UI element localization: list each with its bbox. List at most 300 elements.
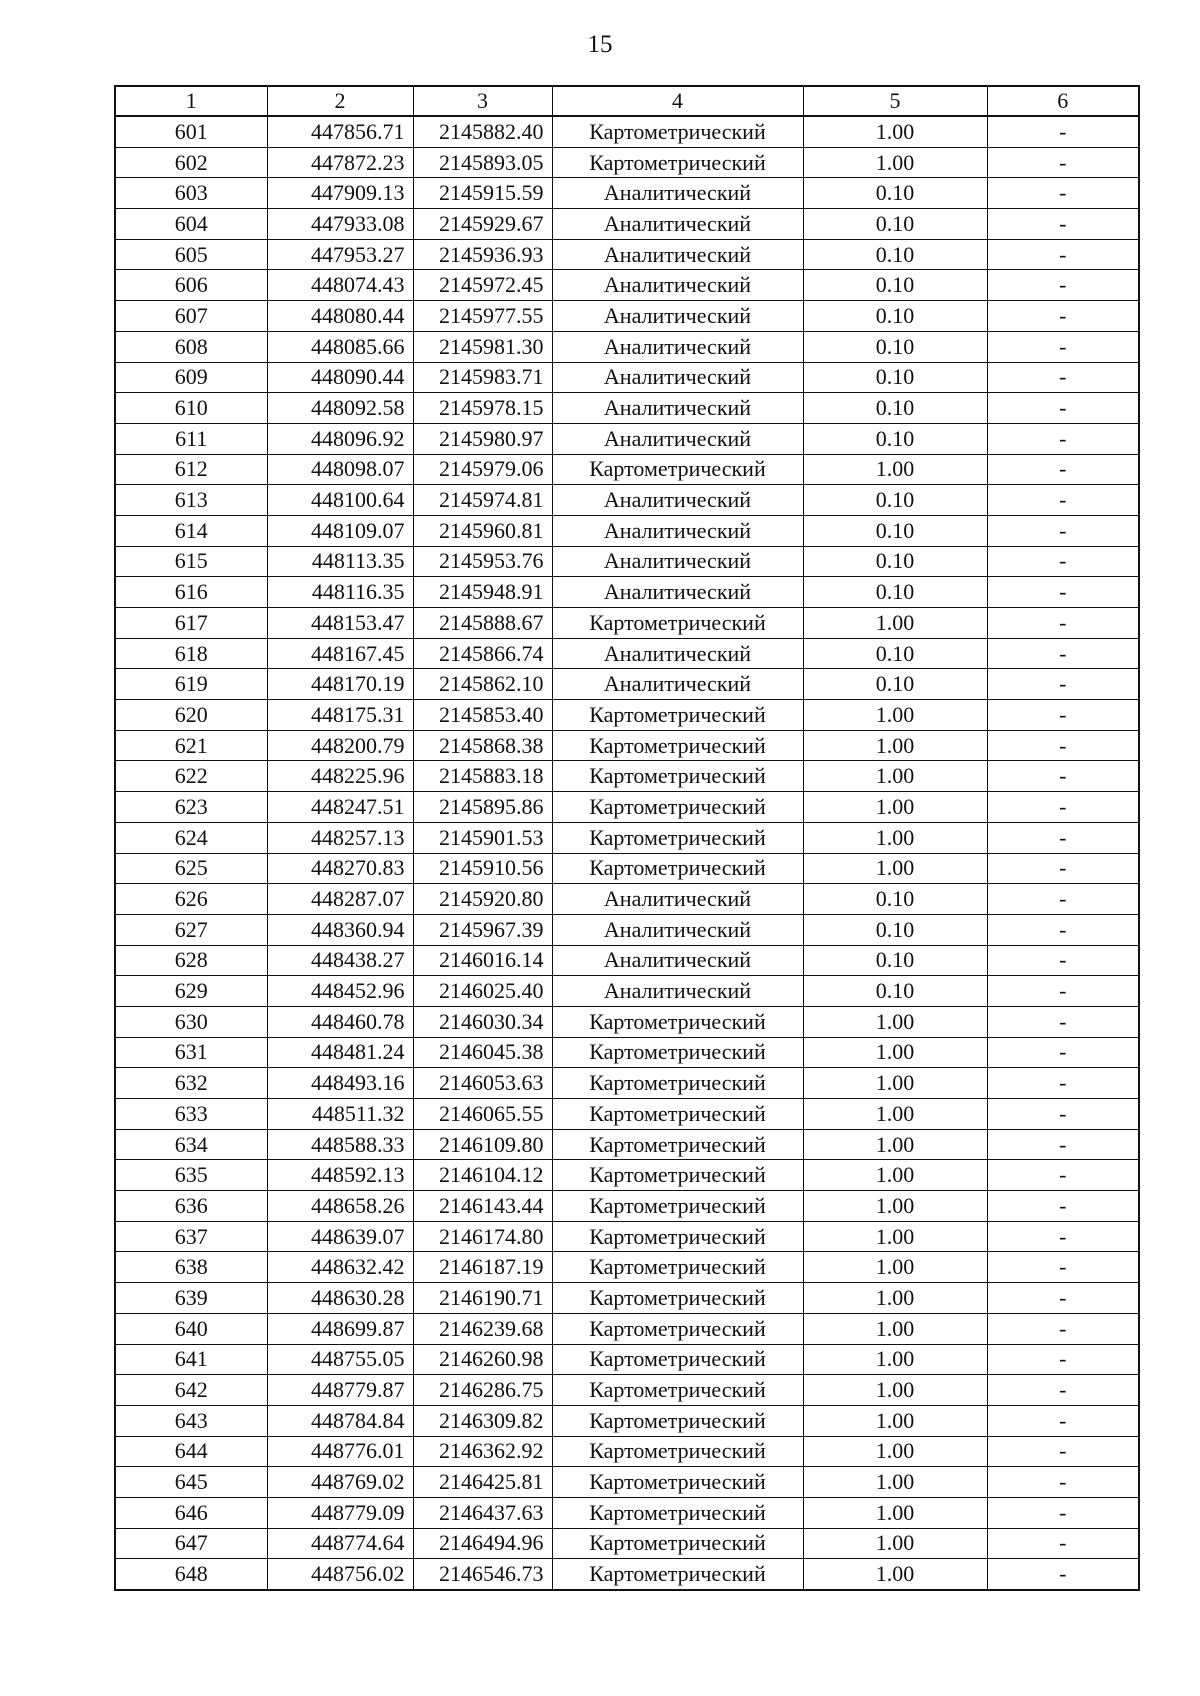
method-cell: Картометрический [552, 147, 803, 178]
method-cell: Аналитический [552, 638, 803, 669]
point-number-cell: 621 [115, 730, 267, 761]
point-number-cell: 633 [115, 1099, 267, 1130]
description-cell: - [987, 331, 1139, 362]
description-cell: - [987, 515, 1139, 546]
x-coordinate-cell: 447856.71 [267, 116, 413, 147]
method-cell: Картометрический [552, 1283, 803, 1314]
x-coordinate-cell: 448452.96 [267, 976, 413, 1007]
point-number-cell: 631 [115, 1037, 267, 1068]
y-coordinate-cell: 2146239.68 [413, 1313, 552, 1344]
method-cell: Аналитический [552, 884, 803, 915]
point-number-cell: 606 [115, 270, 267, 301]
description-cell: - [987, 1436, 1139, 1467]
y-coordinate-cell: 2146260.98 [413, 1344, 552, 1375]
method-cell: Картометрический [552, 1528, 803, 1559]
point-number-cell: 619 [115, 669, 267, 700]
x-coordinate-cell: 448632.42 [267, 1252, 413, 1283]
method-cell: Картометрический [552, 1221, 803, 1252]
point-number-cell: 637 [115, 1221, 267, 1252]
description-cell: - [987, 976, 1139, 1007]
accuracy-cell: 0.10 [803, 945, 987, 976]
table-row [115, 301, 1139, 332]
description-cell: - [987, 822, 1139, 853]
accuracy-cell: 0.10 [803, 209, 987, 240]
point-number-cell: 644 [115, 1436, 267, 1467]
method-cell: Картометрический [552, 1375, 803, 1406]
description-cell: - [987, 116, 1139, 147]
accuracy-cell: 1.00 [803, 792, 987, 823]
y-coordinate-cell: 2145901.53 [413, 822, 552, 853]
table-row [115, 945, 1139, 976]
y-coordinate-cell: 2145948.91 [413, 577, 552, 608]
table-body [115, 116, 1139, 1590]
x-coordinate-cell: 448153.47 [267, 608, 413, 639]
description-cell: - [987, 577, 1139, 608]
point-number-cell: 642 [115, 1375, 267, 1406]
column-header-5: 5 [803, 86, 987, 116]
y-coordinate-cell: 2145862.10 [413, 669, 552, 700]
accuracy-cell: 1.00 [803, 1037, 987, 1068]
method-cell: Картометрический [552, 700, 803, 731]
table-row [115, 1006, 1139, 1037]
point-number-cell: 601 [115, 116, 267, 147]
point-number-cell: 615 [115, 546, 267, 577]
column-header-6: 6 [987, 86, 1139, 116]
y-coordinate-cell: 2145882.40 [413, 116, 552, 147]
point-number-cell: 646 [115, 1497, 267, 1528]
y-coordinate-cell: 2146065.55 [413, 1099, 552, 1130]
y-coordinate-cell: 2145967.39 [413, 914, 552, 945]
y-coordinate-cell: 2145953.76 [413, 546, 552, 577]
point-number-cell: 611 [115, 423, 267, 454]
method-cell: Аналитический [552, 239, 803, 270]
column-header-4: 4 [552, 86, 803, 116]
method-cell: Картометрический [552, 116, 803, 147]
point-number-cell: 616 [115, 577, 267, 608]
accuracy-cell: 1.00 [803, 1559, 987, 1590]
method-cell: Аналитический [552, 362, 803, 393]
x-coordinate-cell: 448096.92 [267, 423, 413, 454]
method-cell: Аналитический [552, 546, 803, 577]
description-cell: - [987, 147, 1139, 178]
point-number-cell: 638 [115, 1252, 267, 1283]
method-cell: Картометрический [552, 792, 803, 823]
point-number-cell: 620 [115, 700, 267, 731]
description-cell: - [987, 730, 1139, 761]
table-row [115, 147, 1139, 178]
point-number-cell: 636 [115, 1191, 267, 1222]
x-coordinate-cell: 448779.09 [267, 1497, 413, 1528]
accuracy-cell: 1.00 [803, 761, 987, 792]
method-cell: Картометрический [552, 730, 803, 761]
x-coordinate-cell: 448784.84 [267, 1405, 413, 1436]
y-coordinate-cell: 2146190.71 [413, 1283, 552, 1314]
method-cell: Картометрический [552, 1467, 803, 1498]
description-cell: - [987, 884, 1139, 915]
y-coordinate-cell: 2145978.15 [413, 393, 552, 424]
table-row [115, 1528, 1139, 1559]
accuracy-cell: 1.00 [803, 1191, 987, 1222]
point-number-cell: 604 [115, 209, 267, 240]
x-coordinate-cell: 448100.64 [267, 485, 413, 516]
x-coordinate-cell: 447953.27 [267, 239, 413, 270]
method-cell: Картометрический [552, 1344, 803, 1375]
table-row [115, 485, 1139, 516]
table-row [115, 1313, 1139, 1344]
point-number-cell: 612 [115, 454, 267, 485]
x-coordinate-cell: 448085.66 [267, 331, 413, 362]
x-coordinate-cell: 448167.45 [267, 638, 413, 669]
x-coordinate-cell: 448116.35 [267, 577, 413, 608]
method-cell: Картометрический [552, 1068, 803, 1099]
table-row [115, 362, 1139, 393]
description-cell: - [987, 1528, 1139, 1559]
description-cell: - [987, 1068, 1139, 1099]
point-number-cell: 613 [115, 485, 267, 516]
point-number-cell: 603 [115, 178, 267, 209]
accuracy-cell: 1.00 [803, 454, 987, 485]
method-cell: Аналитический [552, 178, 803, 209]
table-row [115, 1497, 1139, 1528]
x-coordinate-cell: 448247.51 [267, 792, 413, 823]
accuracy-cell: 1.00 [803, 1375, 987, 1406]
method-cell: Аналитический [552, 914, 803, 945]
point-number-cell: 632 [115, 1068, 267, 1099]
description-cell: - [987, 301, 1139, 332]
method-cell: Аналитический [552, 669, 803, 700]
description-cell: - [987, 270, 1139, 301]
method-cell: Картометрический [552, 822, 803, 853]
accuracy-cell: 1.00 [803, 1283, 987, 1314]
description-cell: - [987, 914, 1139, 945]
accuracy-cell: 0.10 [803, 331, 987, 362]
point-number-cell: 627 [115, 914, 267, 945]
description-cell: - [987, 638, 1139, 669]
accuracy-cell: 1.00 [803, 700, 987, 731]
y-coordinate-cell: 2145893.05 [413, 147, 552, 178]
x-coordinate-cell: 448699.87 [267, 1313, 413, 1344]
table-row [115, 1436, 1139, 1467]
table-row [115, 638, 1139, 669]
description-cell: - [987, 1405, 1139, 1436]
method-cell: Аналитический [552, 331, 803, 362]
x-coordinate-cell: 448779.87 [267, 1375, 413, 1406]
method-cell: Картометрический [552, 1313, 803, 1344]
accuracy-cell: 1.00 [803, 1405, 987, 1436]
point-number-cell: 641 [115, 1344, 267, 1375]
accuracy-cell: 1.00 [803, 1129, 987, 1160]
y-coordinate-cell: 2145960.81 [413, 515, 552, 546]
accuracy-cell: 1.00 [803, 608, 987, 639]
description-cell: - [987, 1099, 1139, 1130]
description-cell: - [987, 669, 1139, 700]
point-number-cell: 605 [115, 239, 267, 270]
table-row [115, 608, 1139, 639]
y-coordinate-cell: 2145981.30 [413, 331, 552, 362]
table-row [115, 1191, 1139, 1222]
x-coordinate-cell: 448200.79 [267, 730, 413, 761]
table-row [115, 761, 1139, 792]
point-number-cell: 609 [115, 362, 267, 393]
y-coordinate-cell: 2146362.92 [413, 1436, 552, 1467]
table-row [115, 1221, 1139, 1252]
table-row [115, 853, 1139, 884]
accuracy-cell: 0.10 [803, 362, 987, 393]
y-coordinate-cell: 2145888.67 [413, 608, 552, 639]
x-coordinate-cell: 448639.07 [267, 1221, 413, 1252]
point-number-cell: 607 [115, 301, 267, 332]
y-coordinate-cell: 2145915.59 [413, 178, 552, 209]
table-row [115, 1129, 1139, 1160]
description-cell: - [987, 1129, 1139, 1160]
table-row [115, 1068, 1139, 1099]
accuracy-cell: 1.00 [803, 1068, 987, 1099]
y-coordinate-cell: 2145910.56 [413, 853, 552, 884]
table-row [115, 1252, 1139, 1283]
y-coordinate-cell: 2146174.80 [413, 1221, 552, 1252]
method-cell: Аналитический [552, 515, 803, 546]
x-coordinate-cell: 448511.32 [267, 1099, 413, 1130]
y-coordinate-cell: 2145883.18 [413, 761, 552, 792]
x-coordinate-cell: 448170.19 [267, 669, 413, 700]
description-cell: - [987, 853, 1139, 884]
method-cell: Аналитический [552, 270, 803, 301]
y-coordinate-cell: 2146143.44 [413, 1191, 552, 1222]
method-cell: Картометрический [552, 1037, 803, 1068]
description-cell: - [987, 792, 1139, 823]
y-coordinate-cell: 2145866.74 [413, 638, 552, 669]
page-number: 15 [587, 31, 613, 58]
description-cell: - [987, 945, 1139, 976]
point-number-cell: 647 [115, 1528, 267, 1559]
point-number-cell: 629 [115, 976, 267, 1007]
table-row [115, 1099, 1139, 1130]
description-cell: - [987, 423, 1139, 454]
method-cell: Аналитический [552, 393, 803, 424]
x-coordinate-cell: 448074.43 [267, 270, 413, 301]
accuracy-cell: 1.00 [803, 1252, 987, 1283]
description-cell: - [987, 1283, 1139, 1314]
x-coordinate-cell: 448493.16 [267, 1068, 413, 1099]
table-row [115, 577, 1139, 608]
table-row [115, 178, 1139, 209]
method-cell: Аналитический [552, 301, 803, 332]
x-coordinate-cell: 448755.05 [267, 1344, 413, 1375]
description-cell: - [987, 1559, 1139, 1590]
x-coordinate-cell: 448113.35 [267, 546, 413, 577]
x-coordinate-cell: 448776.01 [267, 1436, 413, 1467]
x-coordinate-cell: 448592.13 [267, 1160, 413, 1191]
description-cell: - [987, 761, 1139, 792]
method-cell: Аналитический [552, 577, 803, 608]
table-row [115, 884, 1139, 915]
table-row [115, 1160, 1139, 1191]
y-coordinate-cell: 2146309.82 [413, 1405, 552, 1436]
description-cell: - [987, 485, 1139, 516]
y-coordinate-cell: 2145895.86 [413, 792, 552, 823]
accuracy-cell: 0.10 [803, 577, 987, 608]
x-coordinate-cell: 448658.26 [267, 1191, 413, 1222]
method-cell: Аналитический [552, 976, 803, 1007]
table-header [115, 86, 1139, 116]
accuracy-cell: 0.10 [803, 485, 987, 516]
accuracy-cell: 1.00 [803, 147, 987, 178]
method-cell: Аналитический [552, 945, 803, 976]
accuracy-cell: 1.00 [803, 1528, 987, 1559]
description-cell: - [987, 1221, 1139, 1252]
method-cell: Картометрический [552, 1497, 803, 1528]
y-coordinate-cell: 2146109.80 [413, 1129, 552, 1160]
description-cell: - [987, 209, 1139, 240]
point-number-cell: 645 [115, 1467, 267, 1498]
description-cell: - [987, 239, 1139, 270]
y-coordinate-cell: 2145936.93 [413, 239, 552, 270]
accuracy-cell: 0.10 [803, 239, 987, 270]
table-row [115, 1344, 1139, 1375]
y-coordinate-cell: 2146025.40 [413, 976, 552, 1007]
x-coordinate-cell: 448588.33 [267, 1129, 413, 1160]
point-number-cell: 608 [115, 331, 267, 362]
table-row [115, 822, 1139, 853]
description-cell: - [987, 700, 1139, 731]
method-cell: Картометрический [552, 608, 803, 639]
point-number-cell: 618 [115, 638, 267, 669]
table-row [115, 423, 1139, 454]
accuracy-cell: 0.10 [803, 884, 987, 915]
description-cell: - [987, 1497, 1139, 1528]
x-coordinate-cell: 447909.13 [267, 178, 413, 209]
accuracy-cell: 1.00 [803, 853, 987, 884]
method-cell: Картометрический [552, 1129, 803, 1160]
point-number-cell: 639 [115, 1283, 267, 1314]
accuracy-cell: 0.10 [803, 546, 987, 577]
point-number-cell: 625 [115, 853, 267, 884]
description-cell: - [987, 1252, 1139, 1283]
x-coordinate-cell: 448360.94 [267, 914, 413, 945]
table-row [115, 1467, 1139, 1498]
y-coordinate-cell: 2145979.06 [413, 454, 552, 485]
y-coordinate-cell: 2146286.75 [413, 1375, 552, 1406]
method-cell: Картометрический [552, 853, 803, 884]
point-number-cell: 640 [115, 1313, 267, 1344]
x-coordinate-cell: 447933.08 [267, 209, 413, 240]
table-row [115, 546, 1139, 577]
accuracy-cell: 1.00 [803, 822, 987, 853]
x-coordinate-cell: 448270.83 [267, 853, 413, 884]
description-cell: - [987, 1313, 1139, 1344]
x-coordinate-cell: 448098.07 [267, 454, 413, 485]
description-cell: - [987, 1037, 1139, 1068]
x-coordinate-cell: 448481.24 [267, 1037, 413, 1068]
description-cell: - [987, 1375, 1139, 1406]
y-coordinate-cell: 2145977.55 [413, 301, 552, 332]
accuracy-cell: 1.00 [803, 1099, 987, 1130]
y-coordinate-cell: 2146437.63 [413, 1497, 552, 1528]
accuracy-cell: 1.00 [803, 1436, 987, 1467]
x-coordinate-cell: 448225.96 [267, 761, 413, 792]
table-row [115, 1037, 1139, 1068]
column-header-2: 2 [267, 86, 413, 116]
point-number-cell: 635 [115, 1160, 267, 1191]
description-cell: - [987, 1160, 1139, 1191]
accuracy-cell: 0.10 [803, 669, 987, 700]
accuracy-cell: 1.00 [803, 1497, 987, 1528]
x-coordinate-cell: 448287.07 [267, 884, 413, 915]
table-row [115, 209, 1139, 240]
table-row [115, 1559, 1139, 1590]
accuracy-cell: 0.10 [803, 914, 987, 945]
y-coordinate-cell: 2145980.97 [413, 423, 552, 454]
description-cell: - [987, 454, 1139, 485]
x-coordinate-cell: 448257.13 [267, 822, 413, 853]
method-cell: Картометрический [552, 1099, 803, 1130]
table-row [115, 1283, 1139, 1314]
point-number-cell: 617 [115, 608, 267, 639]
point-number-cell: 610 [115, 393, 267, 424]
method-cell: Картометрический [552, 761, 803, 792]
point-number-cell: 634 [115, 1129, 267, 1160]
y-coordinate-cell: 2146187.19 [413, 1252, 552, 1283]
table-row [115, 331, 1139, 362]
y-coordinate-cell: 2146016.14 [413, 945, 552, 976]
y-coordinate-cell: 2146546.73 [413, 1559, 552, 1590]
table-row [115, 730, 1139, 761]
description-cell: - [987, 608, 1139, 639]
description-cell: - [987, 362, 1139, 393]
accuracy-cell: 0.10 [803, 178, 987, 209]
table-row [115, 116, 1139, 147]
x-coordinate-cell: 448774.64 [267, 1528, 413, 1559]
x-coordinate-cell: 448090.44 [267, 362, 413, 393]
method-cell: Аналитический [552, 423, 803, 454]
method-cell: Картометрический [552, 1252, 803, 1283]
x-coordinate-cell: 448630.28 [267, 1283, 413, 1314]
table-row [115, 239, 1139, 270]
y-coordinate-cell: 2146053.63 [413, 1068, 552, 1099]
accuracy-cell: 1.00 [803, 1313, 987, 1344]
accuracy-cell: 1.00 [803, 1160, 987, 1191]
description-cell: - [987, 546, 1139, 577]
method-cell: Картометрический [552, 1405, 803, 1436]
y-coordinate-cell: 2145974.81 [413, 485, 552, 516]
description-cell: - [987, 1006, 1139, 1037]
method-cell: Картометрический [552, 1559, 803, 1590]
x-coordinate-cell: 448460.78 [267, 1006, 413, 1037]
method-cell: Аналитический [552, 209, 803, 240]
table-row [115, 393, 1139, 424]
table-row [115, 1375, 1139, 1406]
x-coordinate-cell: 448092.58 [267, 393, 413, 424]
accuracy-cell: 0.10 [803, 976, 987, 1007]
table-row [115, 669, 1139, 700]
point-number-cell: 624 [115, 822, 267, 853]
description-cell: - [987, 1191, 1139, 1222]
accuracy-cell: 1.00 [803, 1006, 987, 1037]
table-row [115, 515, 1139, 546]
point-number-cell: 643 [115, 1405, 267, 1436]
method-cell: Аналитический [552, 485, 803, 516]
accuracy-cell: 1.00 [803, 1221, 987, 1252]
table-row [115, 792, 1139, 823]
point-number-cell: 623 [115, 792, 267, 823]
table-row [115, 270, 1139, 301]
x-coordinate-cell: 448080.44 [267, 301, 413, 332]
description-cell: - [987, 1467, 1139, 1498]
accuracy-cell: 0.10 [803, 301, 987, 332]
point-number-cell: 602 [115, 147, 267, 178]
table-row [115, 914, 1139, 945]
accuracy-cell: 0.10 [803, 515, 987, 546]
